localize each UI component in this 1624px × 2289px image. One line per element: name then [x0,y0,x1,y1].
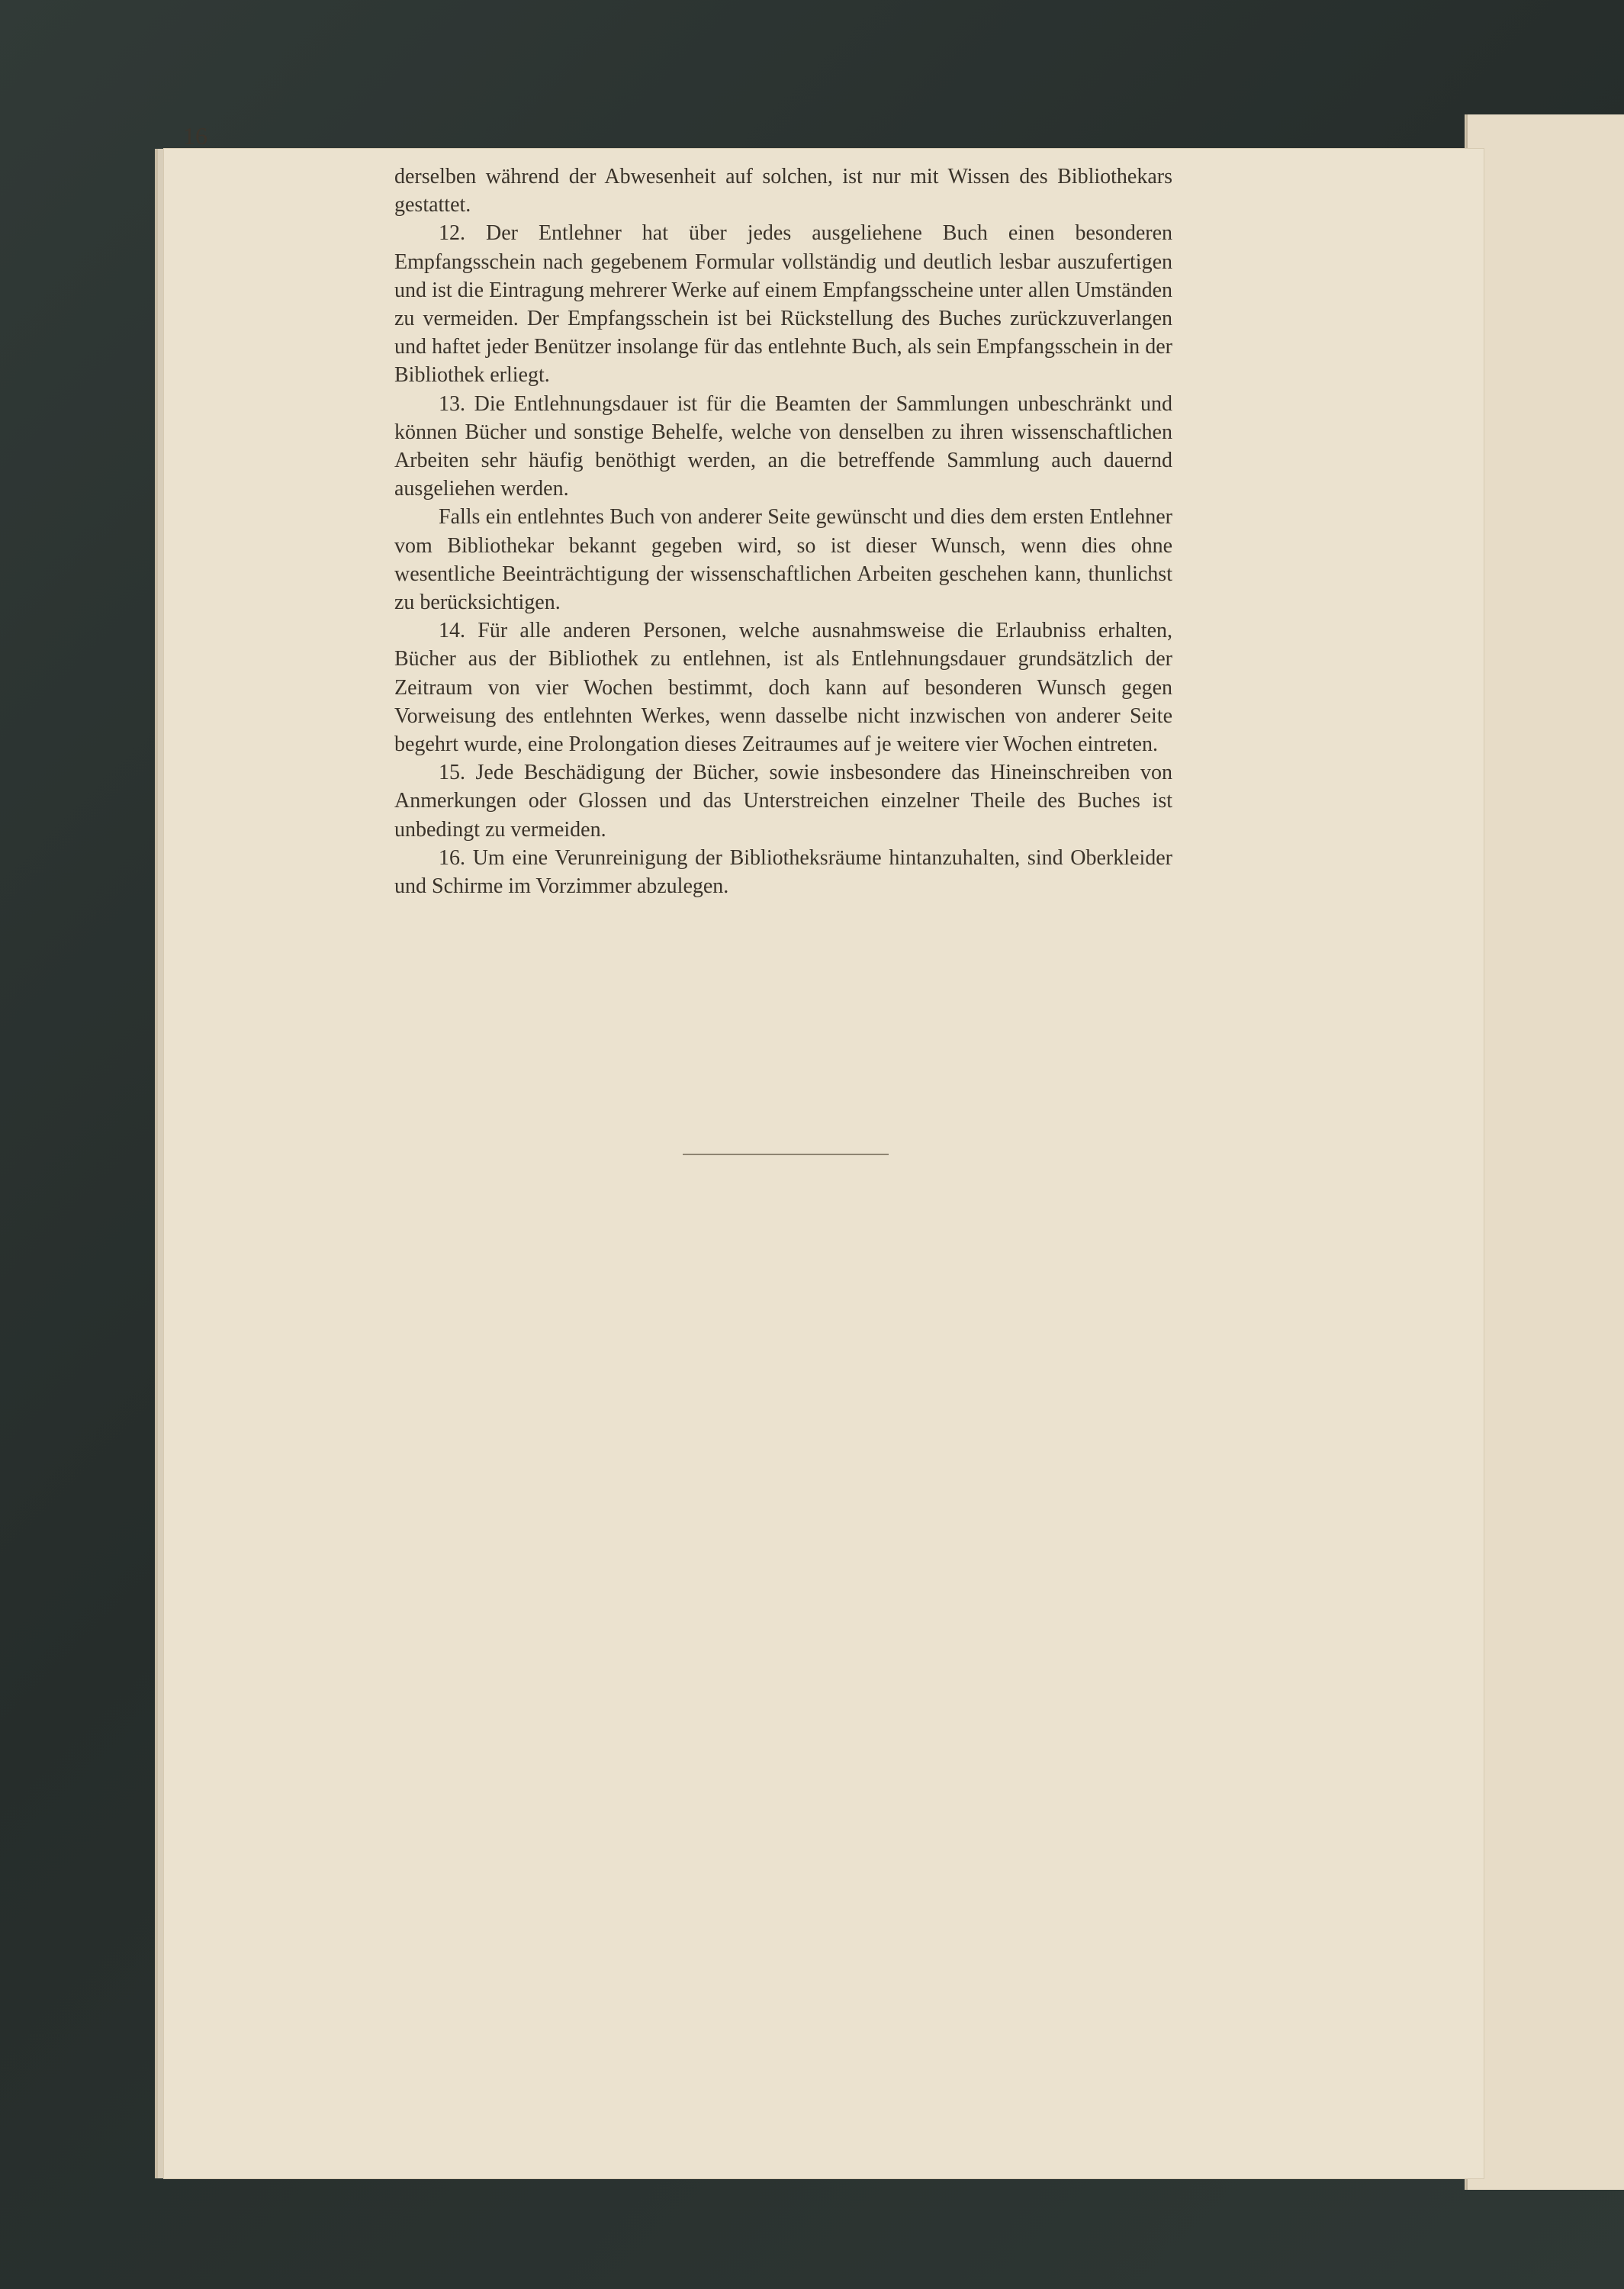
paragraph-rule-15: 15. Jede Beschädigung der Bücher, sowie insbesondere das Hineinschreiben von Anmerkungen oder Glossen und das Unterstreichen einzelner Theile des Buches ist unbedingt zu vermeiden. [394,761,1172,842]
paragraph-rule-16: 16. Um eine Verunreinigung der Bibliotheksräume hintanzuhalten, sind Oberkleider und Schirme im Vorzimmer abzulegen. [394,845,1172,899]
page-number: 16 [183,122,207,150]
paragraph-rule-13-note: Falls ein entlehntes Buch von anderer Seite gewünscht und dies dem ersten Entlehner vom Bibliothekar bekannt gegeben wird, so ist dieser Wunsch, wenn dies ohne wesentliche Beeinträchtigung der wissenschaftlichen Arbeiten geschehen kann, thunlichst zu berücksichtigen. [394,505,1172,615]
paragraph-rule-13: 13. Die Entlehnungsdauer ist für die Beamten der Sammlungen unbeschränkt und können Bücher und sonstige Behelfe, welche von denselben zu ihren wissenschaftlichen Arbeiten sehr häufig benöthigt werden, an die betreffende Sammlung auch dauernd ausgeliehen werden. [394,391,1172,501]
body-text [394,163,1172,900]
paragraph-continuation: derselben während der Abwesenheit auf solchen, ist nur mit Wissen des Bibliothekars gestattet. [394,165,1172,217]
end-divider-rule [683,1154,889,1155]
paragraph-rule-12: 12. Der Entlehner hat über jedes ausgeliehene Buch einen besonderen Empfangsschein nach gegebenem Formular vollständig und deutlich lesbar auszufertigen und ist die Eintragung mehrerer Werke auf einem Empfangsscheine unter allen Umständen zu vermeiden. Der Empfangsschein ist bei Rückstellung des Buches zurückzuverlangen und haftet jeder Benützer insolange für das entlehnte Buch, als sein Empfangsschein in der Bibliothek erliegt. [394,221,1172,388]
paragraph-rule-14: 14. Für alle anderen Personen, welche ausnahmsweise die Erlaubniss erhalten, Bücher aus der Bibliothek zu entlehnen, ist als Entlehnungsdauer grundsätzlich der Zeitraum von vier Wochen bestimmt, doch kann auf besonderen Wunsch gegen Vorweisung des entlehnten Werkes, wenn dasselbe nicht inzwischen von anderer Seite begehrt wurde, eine Prolongation dieses Zeitraumes auf je weitere vier Wochen eintreten. [394,619,1172,757]
facing-page-edge [1465,114,1624,2190]
